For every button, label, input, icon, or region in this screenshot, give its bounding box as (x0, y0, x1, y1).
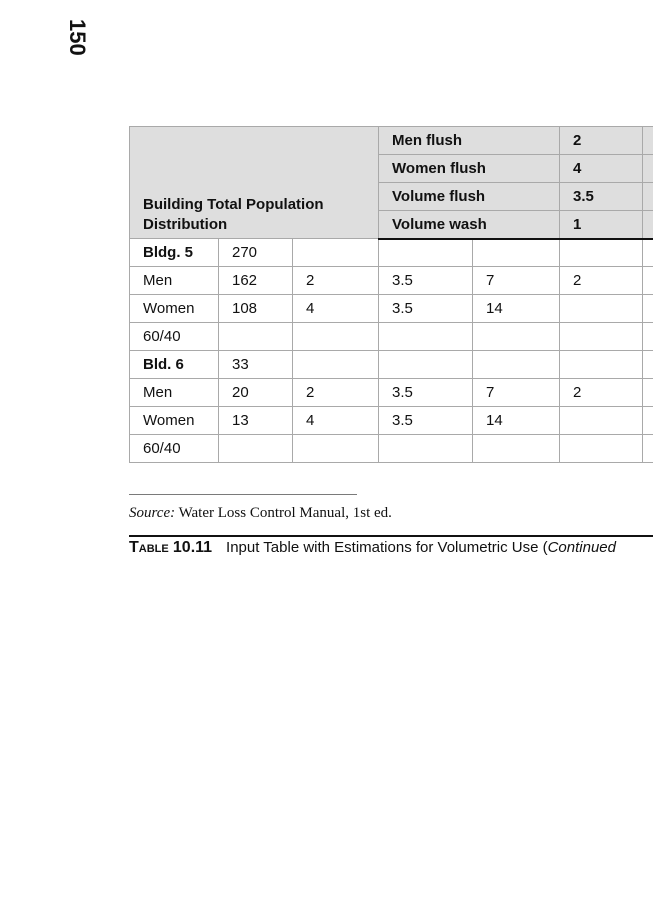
table-cell (293, 239, 379, 267)
param-extra (643, 127, 653, 155)
table-cell (293, 351, 379, 379)
table-cell (560, 435, 643, 463)
volumetric-use-table (129, 126, 653, 463)
table-cell (560, 295, 643, 323)
table-cell (560, 323, 643, 351)
table-cell (560, 407, 643, 435)
caption-text: Input Table with Estimations for Volumetric Use ( (226, 539, 548, 556)
table-cell: 14 (473, 295, 560, 323)
table-cell (643, 379, 653, 407)
table-cell (219, 435, 293, 463)
table-cell: 7 (473, 267, 560, 295)
table-cell (379, 351, 473, 379)
page-number: 150 (65, 19, 90, 56)
table-cell: 2 (293, 379, 379, 407)
row-label-cell: Women (130, 407, 219, 435)
caption-continued: Continued (547, 539, 616, 556)
header-row (130, 127, 653, 155)
table-cell: 3.5 (379, 295, 473, 323)
table-row (130, 351, 653, 379)
table-caption (129, 538, 653, 558)
table-cell: 2 (560, 267, 643, 295)
table-cell (379, 323, 473, 351)
table-cell (643, 323, 653, 351)
param-value: 1 (560, 211, 643, 239)
param-extra (643, 183, 653, 211)
table-row (130, 379, 653, 407)
table-cell (643, 435, 653, 463)
table-cell (643, 267, 653, 295)
table-cell (219, 323, 293, 351)
param-extra (643, 211, 653, 239)
param-value: 4 (560, 155, 643, 183)
param-label: Volume wash (379, 211, 560, 239)
table-cell: 162 (219, 267, 293, 295)
param-value: 2 (560, 127, 643, 155)
population-distribution-header: Building Total Population Distribution (130, 127, 379, 239)
table-row (130, 267, 653, 295)
table-cell: 14 (473, 407, 560, 435)
table-cell (379, 435, 473, 463)
row-label-cell: Men (130, 267, 219, 295)
row-label-cell: Women (130, 295, 219, 323)
table-row (130, 239, 653, 267)
table-cell (473, 435, 560, 463)
table-cell: 13 (219, 407, 293, 435)
table-cell: 7 (473, 379, 560, 407)
table-row (130, 407, 653, 435)
row-label-cell: Bldg. 5 (130, 239, 219, 267)
source-label: Source: (129, 505, 176, 521)
row-label-cell: 60/40 (130, 435, 219, 463)
caption-rule (129, 535, 653, 537)
table-cell: 20 (219, 379, 293, 407)
table-cell: 108 (219, 295, 293, 323)
table-cell (293, 323, 379, 351)
table-cell (473, 323, 560, 351)
table-cell (379, 239, 473, 267)
table-row (130, 323, 653, 351)
row-label-cell: 60/40 (130, 323, 219, 351)
table-cell: 4 (293, 407, 379, 435)
data-table-container (129, 126, 653, 463)
table-cell: 3.5 (379, 267, 473, 295)
param-value: 3.5 (560, 183, 643, 211)
table-row (130, 295, 653, 323)
table-cell: 3.5 (379, 407, 473, 435)
table-cell: 33 (219, 351, 293, 379)
table-cell (560, 351, 643, 379)
param-label: Men flush (379, 127, 560, 155)
table-cell: 2 (293, 267, 379, 295)
table-cell (293, 435, 379, 463)
table-cell: 2 (560, 379, 643, 407)
caption-label: Table (129, 539, 169, 556)
table-cell (643, 239, 653, 267)
table-cell (643, 351, 653, 379)
table-cell (643, 407, 653, 435)
row-label-cell: Bld. 6 (130, 351, 219, 379)
param-extra (643, 155, 653, 183)
table-cell (473, 239, 560, 267)
table-cell: 4 (293, 295, 379, 323)
source-text: Water Loss Control Manual, 1st ed. (175, 505, 392, 521)
table-cell: 3.5 (379, 379, 473, 407)
row-label-cell: Men (130, 379, 219, 407)
table-cell (643, 295, 653, 323)
table-cell: 270 (219, 239, 293, 267)
table-cell (473, 351, 560, 379)
param-label: Women flush (379, 155, 560, 183)
caption-number: 10.11 (172, 539, 213, 556)
table-cell (560, 239, 643, 267)
source-divider (129, 494, 357, 495)
table-row (130, 435, 653, 463)
source-note (129, 505, 392, 522)
param-label: Volume flush (379, 183, 560, 211)
